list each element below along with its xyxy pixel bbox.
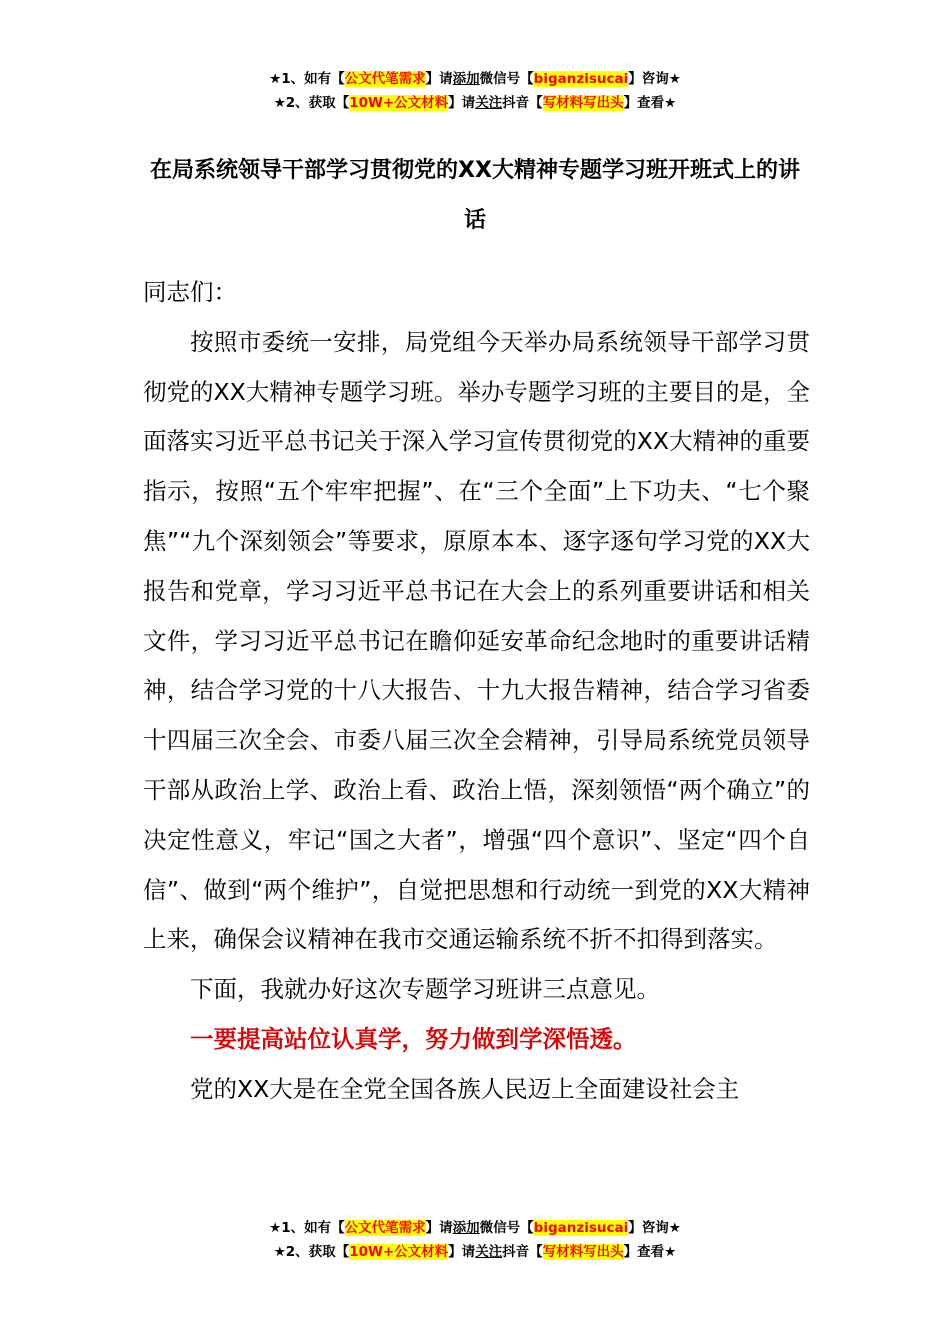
- banner-line-1-mid: 】请: [425, 71, 453, 87]
- salutation: 同志们：: [143, 278, 237, 306]
- footer-line-1-suffix: 】咨询★: [628, 1220, 681, 1236]
- footer-line-2-mid: 】请: [448, 1244, 476, 1260]
- banner-line-2: [0, 91, 950, 115]
- footer-materials-highlight: 10W+公文材料: [349, 1244, 449, 1260]
- banner-douyin-id: 写材料写出头: [542, 95, 624, 111]
- banner-materials-highlight: 10W+公文材料: [349, 95, 449, 111]
- document-body: [143, 268, 810, 1115]
- banner-follow-underline: 关注: [475, 95, 503, 111]
- footer-service-highlight: 公文代笔需求: [344, 1220, 426, 1236]
- banner-line-2-mid2: 抖音【: [502, 95, 543, 111]
- footer-line-2-suffix: 】查看★: [623, 1244, 677, 1260]
- banner-line-1-prefix: ★1、如有【: [269, 71, 345, 87]
- banner-line-2-prefix: ★2、获取【: [273, 95, 350, 111]
- banner-line-2-suffix: 】查看★: [623, 95, 677, 111]
- banner-add-underline: 添加: [452, 71, 480, 87]
- footer-douyin-id: 写材料写出头: [542, 1244, 624, 1260]
- footer-banner-line-1: [0, 1216, 950, 1240]
- document-title: 在局系统领导干部学习贯彻党的XX大精神专题学习班开班式上的讲话: [150, 158, 800, 233]
- paragraph-section-1: 党的XX大是在全党全国各族人民迈上全面建设社会主: [190, 1074, 740, 1103]
- footer-add-underline: 添加: [452, 1220, 480, 1236]
- section-heading-1: 一要提高站位认真学，努力做到学深悟透。: [190, 1024, 637, 1053]
- banner-line-1-mid2: 微信号【: [479, 71, 534, 87]
- banner-wechat-id: biganzisucai: [533, 71, 629, 87]
- paragraph-transition: 下面，我就办好这次专题学习班讲三点意见。: [190, 975, 660, 1004]
- footer-line-1-prefix: ★1、如有【: [269, 1220, 345, 1236]
- banner-line-1-suffix: 】咨询★: [628, 71, 681, 87]
- footer-wechat-id: biganzisucai: [533, 1220, 629, 1236]
- paragraph-intro: 按照市委统一安排，局党组今天举办局系统领导干部学习贯彻党的XX大精神专题学习班。举办专题学习班的主要目的是，全面落实习近平总书记关于深入学习宣传贯彻党的XX大精神的重要指示，按照“五个牢牢把握”、在“三个全面”上下功夫、“七个聚焦”“九个深刻领会”等要求，原原本本、逐字逐句学习党的XX大报告和党章，学习习近平总书记在大会上的系列重要讲话和相关文件，学习习近平总书记在瞻仰延安革命纪念地时的重要讲话精神，结合学习党的十八大报告、十九大报告精神，结合学习省委十四届三次全会、市委八届三次全会精神，引导局系统党员领导干部从政治上学、政治上看、政治上悟，深刻领悟“两个确立”的决定性意义，牢记“国之大者”，增强“四个意识”、坚定“四个自信”、做到“两个维护”，自觉把思想和行动统一到党的XX大精神上来，确保会议精神在我市交通运输系统不折不扣得到落实。: [143, 327, 810, 954]
- footer-line-2-prefix: ★2、获取【: [273, 1244, 350, 1260]
- footer-line-1-mid: 】请: [425, 1220, 453, 1236]
- footer-follow-underline: 关注: [475, 1244, 503, 1260]
- banner-service-highlight: 公文代笔需求: [344, 71, 426, 87]
- footer-banner: [0, 1216, 950, 1264]
- header-banner: [0, 67, 950, 115]
- footer-line-1-mid2: 微信号【: [479, 1220, 534, 1236]
- footer-line-2-mid2: 抖音【: [502, 1244, 543, 1260]
- footer-banner-line-2: [0, 1240, 950, 1264]
- banner-line-1: [0, 67, 950, 91]
- banner-line-2-mid: 】请: [448, 95, 476, 111]
